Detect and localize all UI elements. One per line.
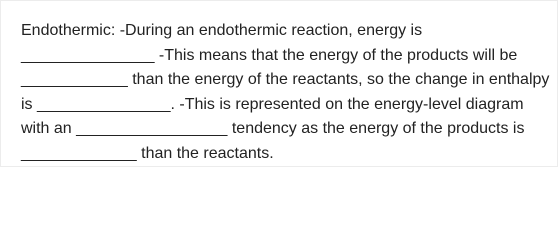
question-text: Endothermic: -During an endothermic reaction, energy is _______________ -This means that the energy of the products will be ____________ than the energy of the reactants, so the change in enthalpy is _______________. -This is represented on the energy-level diagram with an _________________ tendency as the energy of the products is _____________ than the reactants. (21, 22, 550, 162)
